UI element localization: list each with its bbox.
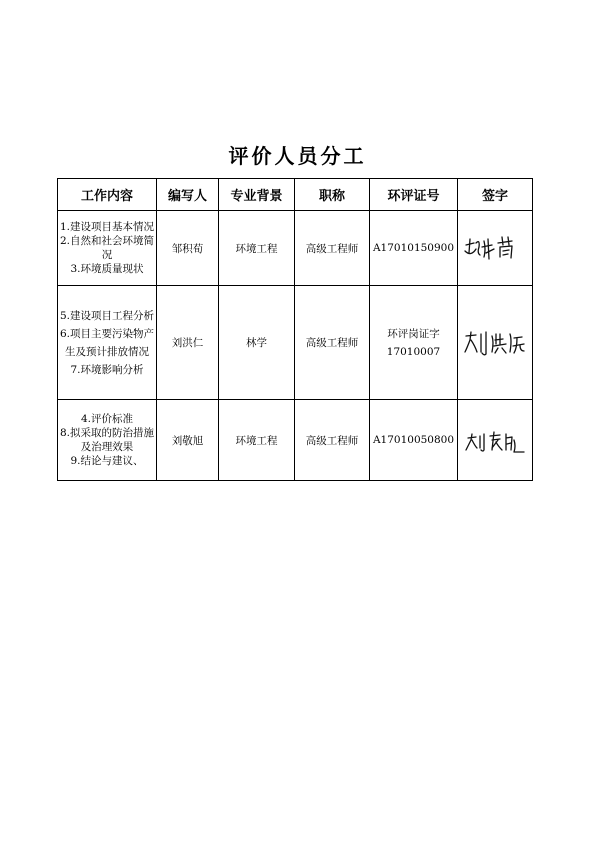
job-title-cell: 高级工程师	[295, 286, 370, 400]
work-item: 5.建设项目工程分析	[59, 309, 155, 322]
cert-cell: A17010150900	[370, 211, 458, 286]
page-title: 评价人员分工	[228, 144, 367, 168]
cert-line: 17010007	[386, 345, 441, 358]
header-work-content: 工作内容	[58, 179, 157, 211]
table-row	[58, 211, 533, 286]
header-cert: 环评证号	[370, 179, 458, 211]
handwritten-signature	[462, 426, 528, 460]
header-title: 职称	[295, 179, 370, 211]
signature-cell	[458, 400, 533, 481]
staff-assignment-table	[57, 178, 533, 481]
work-item: 4.评价标准	[80, 413, 134, 425]
work-content-cell	[58, 211, 157, 286]
cert-cell: A17010050800	[370, 400, 458, 481]
major-cell: 环境工程	[219, 400, 295, 481]
job-title-cell: 高级工程师	[295, 211, 370, 286]
cert-cell	[370, 286, 458, 400]
major-cell: 环境工程	[219, 211, 295, 286]
handwritten-signature	[462, 231, 528, 265]
table-row	[58, 400, 533, 481]
author-cell: 刘敬旭	[157, 400, 219, 481]
header-author: 编写人	[157, 179, 219, 211]
handwritten-signature	[462, 326, 528, 360]
table-header-row	[58, 179, 533, 211]
signature-cell	[458, 286, 533, 400]
job-title-cell: 高级工程师	[295, 400, 370, 481]
work-item: 9.结论与建议、	[70, 455, 144, 467]
work-item: 7.环境影响分析	[70, 363, 144, 376]
work-item: 2.自然和社会环境简况	[59, 235, 155, 261]
work-item: 3.环境质量现状	[70, 263, 144, 275]
major-cell: 林学	[219, 286, 295, 400]
header-major: 专业背景	[219, 179, 295, 211]
cert-line: 环评岗证字	[387, 327, 440, 340]
author-cell: 刘洪仁	[157, 286, 219, 400]
header-signature: 签字	[458, 179, 533, 211]
table-row	[58, 286, 533, 400]
work-item: 6.项目主要污染物产生及预计排放情况	[59, 327, 155, 358]
work-item: 8.拟采取的防治措施及治理效果	[59, 427, 155, 453]
author-cell: 邹积荀	[157, 211, 219, 286]
work-item: 1.建设项目基本情况	[59, 221, 155, 233]
signature-cell	[458, 211, 533, 286]
work-content-cell	[58, 400, 157, 481]
work-content-cell	[58, 286, 157, 400]
